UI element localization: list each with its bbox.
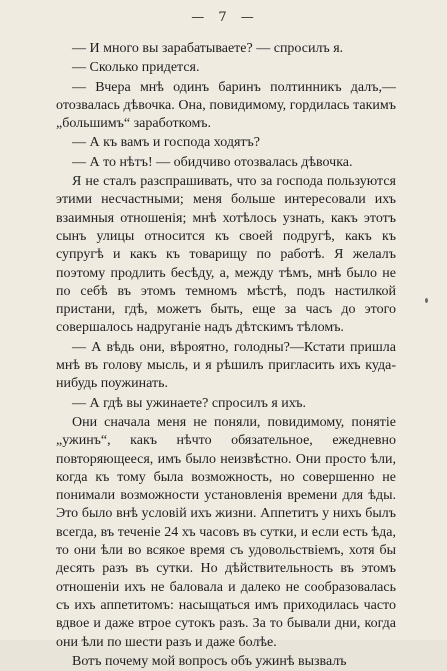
paragraph: — А къ вамъ и господа ходятъ? xyxy=(72,135,260,151)
paragraph: Вотъ почему мой вопросъ объ ужинѣ вызвалъ xyxy=(72,653,347,669)
paragraph: — Вчера мнѣ одинъ баринъ полтинникъ далъ,— отозвалась дѣвочка. Она, повидимому, гордилась такимъ „большимъ“ заработкомъ. xyxy=(56,79,396,132)
ink-speck xyxy=(425,298,428,303)
paragraph: — А то нѣтъ! — обидчиво отозвалась дѣвочка. xyxy=(72,154,353,170)
paragraph: Я не сталъ разспрашивать, что за господа пользуются этими несчастными; меня больше интересовали ихъ взаимныя отношенія; мнѣ хотѣлось узнать, какъ этотъ сынъ улицы относится къ своей подругѣ, какъ къ супругѣ и какъ къ товарищу по работѣ. Я желалъ поэтому продлить бесѣду, а, между тѣмъ, мнѣ было не по себѣ въ этомъ темномъ мѣстѣ, подъ настилкой пристани, гдѣ, можетъ быть, еще за часъ до этого совершалось надруганіе надъ дѣтскимъ тѣломъ. xyxy=(56,174,396,336)
paragraph: Они сначала меня не поняли, повидимому, понятіе „ужинъ“, какъ нѣчто обязательное, ежедневно повторяющееся, имъ было неизвѣстно. Они просто ѣли, когда къ тому была возможность, но совершенно не понимали возможности установленія времени для ѣды. Это было внѣ условій ихъ жизни. Аппетитъ у нихъ былъ всегда, въ теченіе 24 хъ часовъ въ сутки, и если есть ѣда, то они ѣли во всякое время съ удовольствіемъ, хотя бы десять разъ въ сутки. Но дѣйствительность въ этомъ отношеніи ихъ не баловала и далеко не сообразовалась съ ихъ аппетитомъ: насыщаться имъ приходилась часто вдвое и даже втрое сутокъ разъ. За то бывали дни, когда они ѣли по шести разъ и даже болѣе. xyxy=(56,414,396,650)
page-number: — 7 — xyxy=(191,10,256,25)
body-text xyxy=(56,40,396,671)
paragraph: — Сколько придется. xyxy=(72,60,200,76)
paragraph: — А гдѣ вы ужинаете? спросилъ я ихъ. xyxy=(72,395,306,411)
paragraph: — А вѣдь они, вѣроятно, голодны?—Кстати пришла мнѣ въ голову мысль, и я рѣшилъ пригласить ихъ куда-нибудь поужинать. xyxy=(56,339,396,392)
paragraph: — И много вы зарабатываете? — спросилъ я. xyxy=(72,41,344,56)
